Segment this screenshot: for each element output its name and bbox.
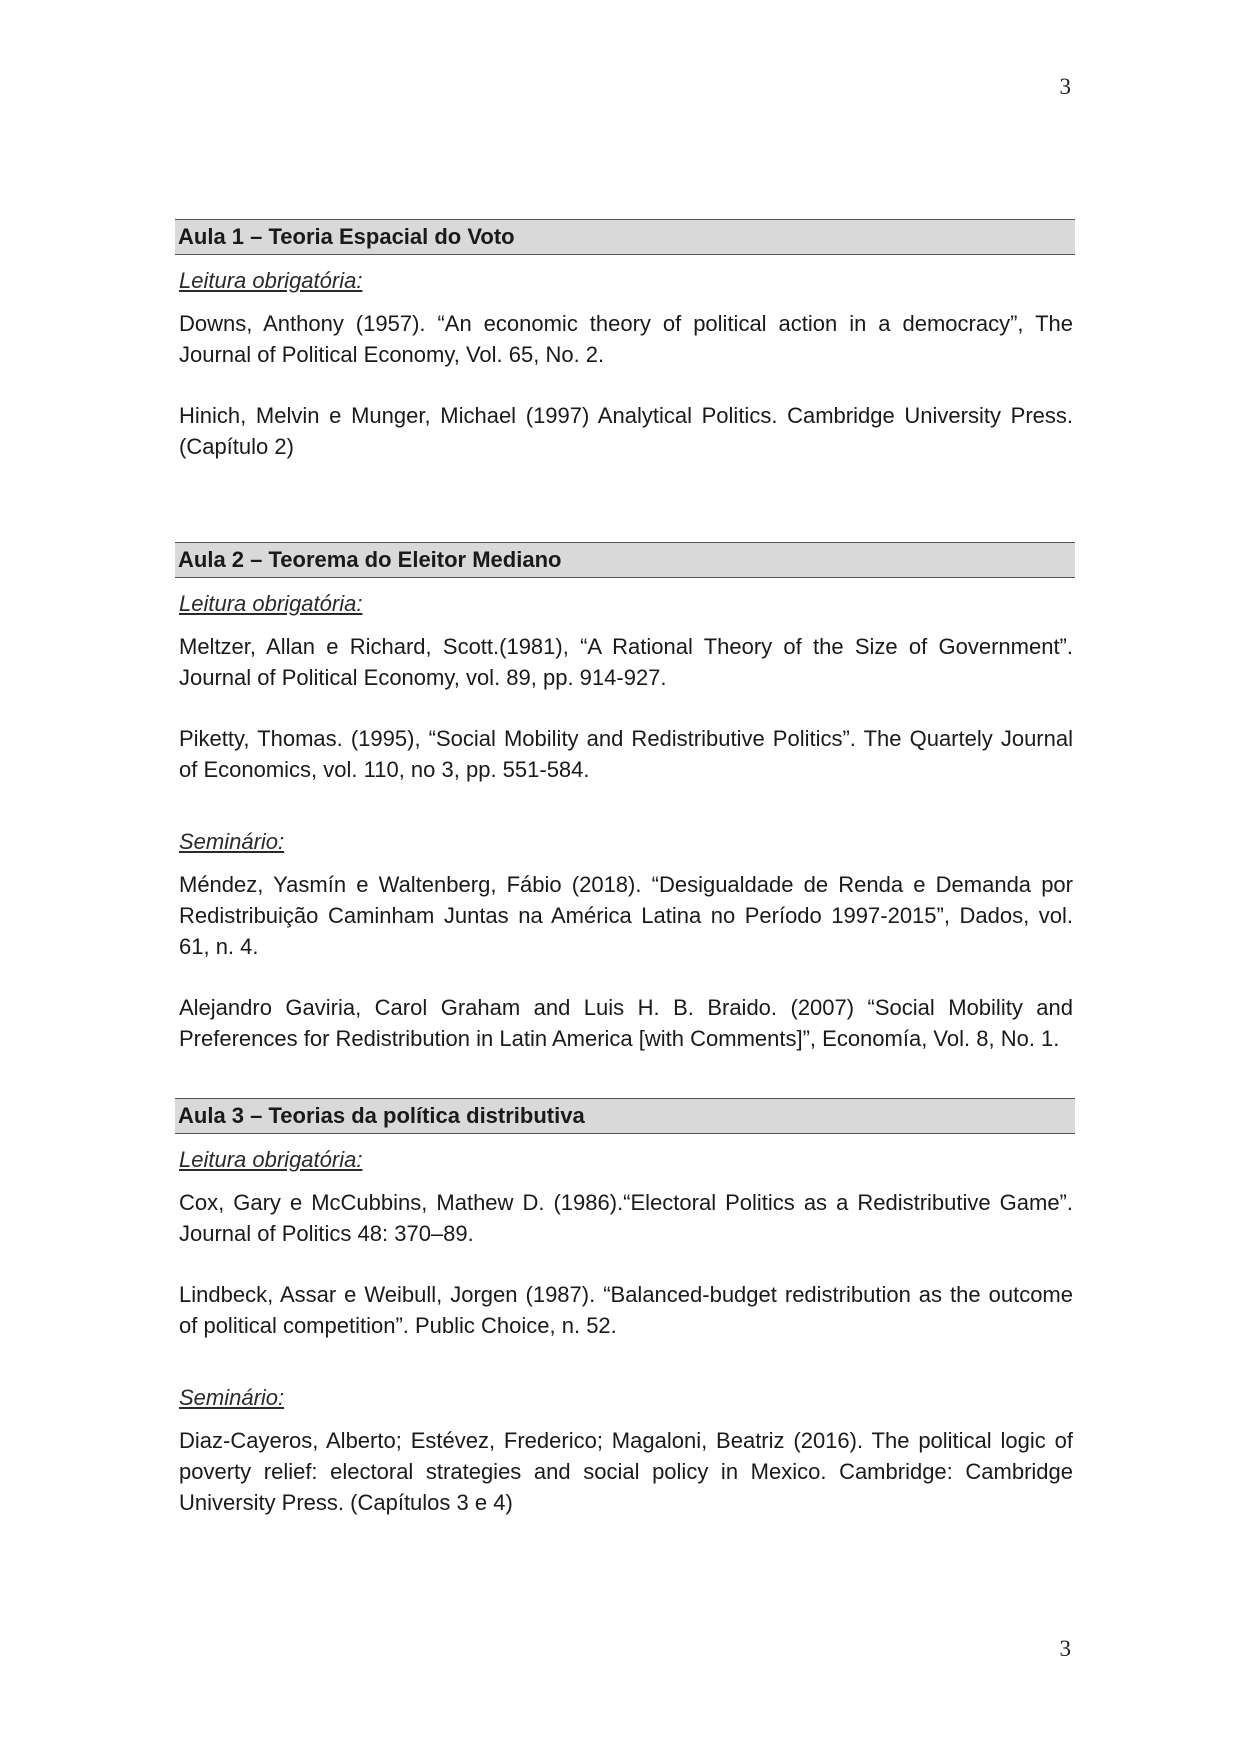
aula-1-header: Aula 1 – Teoria Espacial do Voto	[175, 219, 1075, 255]
reference-item: Cox, Gary e McCubbins, Mathew D. (1986).“Electoral Politics as a Redistributive Game”. Journal of Politics 48: 370–89.	[179, 1190, 1073, 1246]
reference-item: Alejandro Gaviria, Carol Graham and Luis H. B. Braido. (2007) “Social Mobility and Preferences for Redistribution in Latin America [with Comments]”, Economía, Vol. 8, No. 1.	[179, 995, 1073, 1051]
syllabus-content	[175, 219, 1075, 1518]
page-number-top: 3	[1059, 74, 1071, 99]
reference-item: Meltzer, Allan e Richard, Scott.(1981), “A Rational Theory of the Size of Government”. Journal of Political Economy, vol. 89, pp. 914-927.	[179, 634, 1073, 690]
required-reading-label: Leitura obrigatória:	[179, 268, 363, 293]
aula-3-section	[175, 1098, 1075, 1518]
aula-2-section	[175, 542, 1075, 1054]
reference-item: Piketty, Thomas. (1995), “Social Mobility and Redistributive Politics”. The Quartely Journal of Economics, vol. 110, no 3, pp. 551-584.	[179, 726, 1073, 782]
reference-item: Lindbeck, Assar e Weibull, Jorgen (1987). “Balanced-budget redistribution as the outcome of political competition”. Public Choice, n. 52.	[179, 1282, 1073, 1338]
required-reading-label: Leitura obrigatória:	[179, 1147, 363, 1172]
reference-item: Hinich, Melvin e Munger, Michael (1997) Analytical Politics. Cambridge University Press. (Capítulo 2)	[179, 403, 1073, 459]
aula-1-section	[175, 219, 1075, 462]
aula-3-header: Aula 3 – Teorias da política distributiva	[175, 1098, 1075, 1134]
aula-2-header: Aula 2 – Teorema do Eleitor Mediano	[175, 542, 1075, 578]
reference-item: Diaz-Cayeros, Alberto; Estévez, Frederico; Magaloni, Beatriz (2016). The political logic of poverty relief: electoral strategies and social policy in Mexico. Cambridge: Cambridge University Press. (Capítulos 3 e 4)	[179, 1428, 1073, 1515]
seminar-label: Seminário:	[179, 1385, 285, 1410]
reference-item: Méndez, Yasmín e Waltenberg, Fábio (2018). “Desigualdade de Renda e Demanda por Redistribuição Caminham Juntas na América Latina no Período 1997-2015”, Dados, vol. 61, n. 4.	[179, 872, 1073, 959]
seminar-label: Seminário:	[179, 829, 285, 854]
reference-item: Downs, Anthony (1957). “An economic theory of political action in a democracy”, The Journal of Political Economy, Vol. 65, No. 2.	[179, 311, 1073, 367]
required-reading-label: Leitura obrigatória:	[179, 591, 363, 616]
page-number-bottom: 3	[1059, 1636, 1071, 1661]
